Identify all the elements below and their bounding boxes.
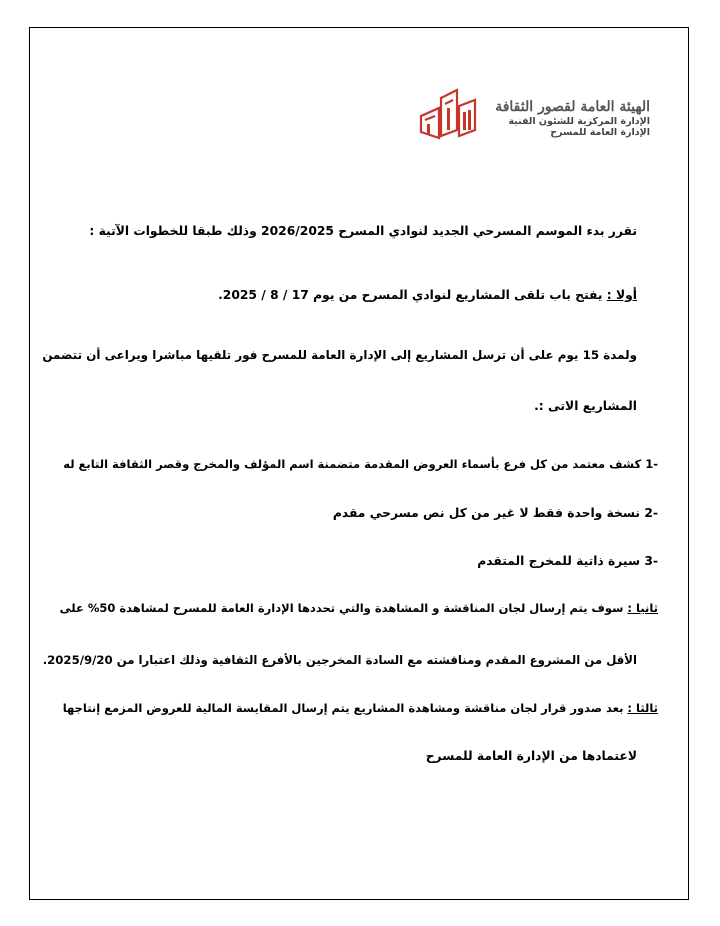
third-step-label: ثالثا : [627, 701, 658, 715]
list-item [63, 456, 658, 472]
organization-logo-icon [417, 86, 479, 144]
first-step-text: يفتح باب تلقى المشاريع لنوادي المسرح من يوم 17 / 8 / 2025. [218, 288, 603, 302]
list-item-number: -3 [644, 554, 658, 568]
second-step-line-2: الأقل من المشروع المقدم ومناقشته مع السادة المخرجين بالأفرع الثقافية وذلك اعتبارا من 2025/9/20. [42, 653, 637, 667]
organization-header [490, 98, 650, 138]
second-step-label: ثانيا : [627, 601, 658, 615]
list-item-number: -2 [644, 506, 658, 520]
list-item-text: نسخة واحدة فقط لا غير من كل نص مسرحي مقدم [332, 506, 641, 520]
organization-subtitle-1: الإدارة المركزية للشئون الفنية [508, 116, 650, 127]
third-step-text-1: بعد صدور قرار لجان مناقشة ومشاهدة المشاريع يتم إرسال المقايسة المالية للعروض المزمع إنتاجها [62, 701, 624, 715]
list-item [477, 553, 658, 569]
list-item [333, 505, 658, 521]
organization-subtitle-2: الإدارة العامة للمسرح [550, 127, 650, 138]
list-item-text: سيرة ذاتية للمخرج المتقدم [477, 554, 641, 568]
third-step-line-1 [63, 700, 658, 716]
second-step-line-1 [60, 600, 658, 616]
first-step-label: أولا : [606, 288, 637, 302]
second-step-text-1: سوف يتم إرسال لجان المناقشة و المشاهدة والتي تحددها الإدارة العامة للمسرح لمشاهدة 50% على [59, 601, 624, 615]
duration-line-1: ولمدة 15 يوم على أن ترسل المشاريع إلى الإدارة العامة للمسرح فور تلقيها مباشرا ويراعى أن تتضمن [42, 348, 637, 362]
list-item-text: كشف معتمد من كل فرع بأسماء العروض المقدمة متضمنة اسم المؤلف والمخرج وقصر الثقافة التابع له [63, 457, 642, 471]
list-item-number: -1 [645, 457, 658, 471]
intro-paragraph: تقرر بدء الموسم المسرحي الجديد لنوادي المسرح 2026/2025 وذلك طبقا للخطوات الآتية : [89, 224, 637, 238]
organization-name: الهيئة العامة لقصور الثقافة [495, 99, 650, 115]
first-step [218, 287, 637, 303]
third-step-line-2: لاعتمادها من الإدارة العامة للمسرح [425, 749, 637, 763]
duration-line-2: المشاريع الاتى :. [534, 399, 637, 413]
